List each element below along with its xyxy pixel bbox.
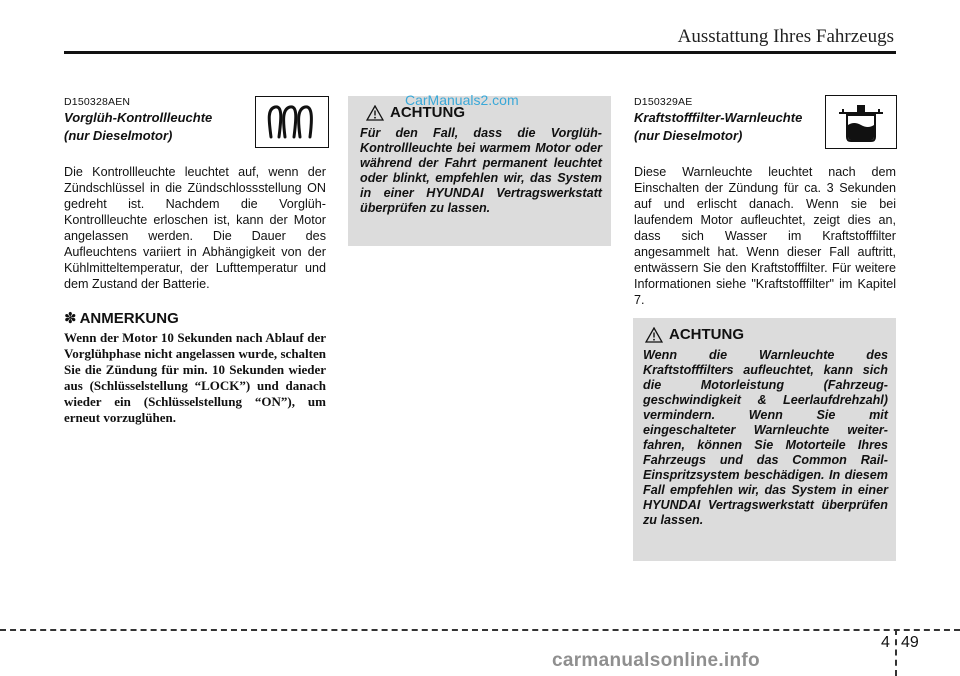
caution-text: Für den Fall, dass die Vorglüh-Kontrollleuchte bei warmem Motor oder während der Fahrt permanent leuchtet oder blinkt, empfehlen wir, das System in einer HYUNDAI Vertragswerkstatt überprüfen zu lassen.: [360, 126, 602, 215]
fuel-filter-description: Diese Warnleuchte leuchtet nach dem Einschalten der Zündung für ca. 3 Sekunden auf und erlischt danach. Wenn sie bei laufendem Motor aufleuchtet, zeigt dies an, dass sich Wasser im Kraftstofffilter angesammelt hat. Wenn dieser Fall auftritt, entwässern Sie den Kraftstofffilter. Für weitere Informationen siehe "Kraftstofffilter" im Kapitel 7.: [634, 165, 896, 307]
glow-description: Die Kontrollleuchte leuchtet auf, wenn der Zündschlüssel in die Zündschlossstellung ON gedreht ist. Nachdem die Vorglüh-Kontrollleuchte erloschen ist, kann der Motor angelassen werden. Die Dauer des Aufleuchtens variiert in Abhängigkeit von der Kühlmitteltemperatur, der Lufttemperatur und dem Zustand der Batterie.: [64, 165, 326, 291]
header-title: Ausstattung Ihres Fahrzeugs: [677, 26, 894, 47]
warning-triangle-icon: [645, 327, 663, 343]
watermark-bottom[interactable]: carmanualsonline.info: [552, 650, 760, 671]
section-title-glow-line1: Vorglüh-Kontrollleuchte: [64, 110, 213, 125]
note-star-icon: ✽: [64, 310, 77, 327]
section-title-glow: [64, 109, 254, 145]
footer-divider: [895, 629, 897, 676]
footer-rule: [0, 629, 960, 631]
caution-box-fuel: [633, 318, 896, 561]
header-rule: [64, 51, 896, 54]
section-title-fuel-line1: Kraftstofffilter-Warnleuchte: [634, 110, 803, 125]
caution-heading: [645, 326, 744, 343]
caution-heading-label: ACHTUNG: [669, 326, 744, 343]
watermark-top[interactable]: CarManuals2.com: [405, 92, 519, 108]
section-code-glow: D150328AEN: [64, 96, 131, 108]
warning-triangle-icon: [366, 105, 384, 121]
section-code-fuel: D150329AE: [634, 96, 693, 108]
glow-plug-icon: [255, 96, 329, 148]
section-title-glow-line2: (nur Dieselmotor): [64, 128, 173, 143]
caution-box-glow: [348, 96, 611, 246]
fuel-filter-icon: [825, 95, 897, 149]
note-heading-label: ANMERKUNG: [79, 310, 179, 327]
section-title-fuel: [634, 109, 834, 145]
caution-heading-label: ACHTUNG: [390, 104, 465, 121]
page-number: 49: [901, 634, 919, 651]
note-body: Wenn der Motor 10 Sekunden nach Ablauf der Vorglühphase nicht angelassen wurde, schalten Sie die Zündung für min. 10 Sekunden wieder aus (Schlüsselstellung “LOCK”) und danach wieder ein (Schlüsselstellung “ON”), um erneut vorzuglühen.: [64, 330, 326, 425]
chapter-number: 4: [881, 634, 890, 651]
note-heading: [64, 309, 179, 327]
caution-text: Wenn die Warnleuchte des Kraftstofffilters aufleuchtet, kann sich die Motorleistung (Fahrzeuggeschwindigkeit & Leerlaufdrehzahl) vermindern. Wenn Sie mit eingeschalteter Warnleuchte weiterfahren, können Sie Motorteile Ihres Fahrzeugs und das Common Rail-Einspritzsystem beschädigen. In diesem Fall empfehlen wir, das System in einer HYUNDAI Vertragswerkstatt überprüfen zu lassen.: [643, 348, 888, 527]
section-title-fuel-line2: (nur Dieselmotor): [634, 128, 743, 143]
